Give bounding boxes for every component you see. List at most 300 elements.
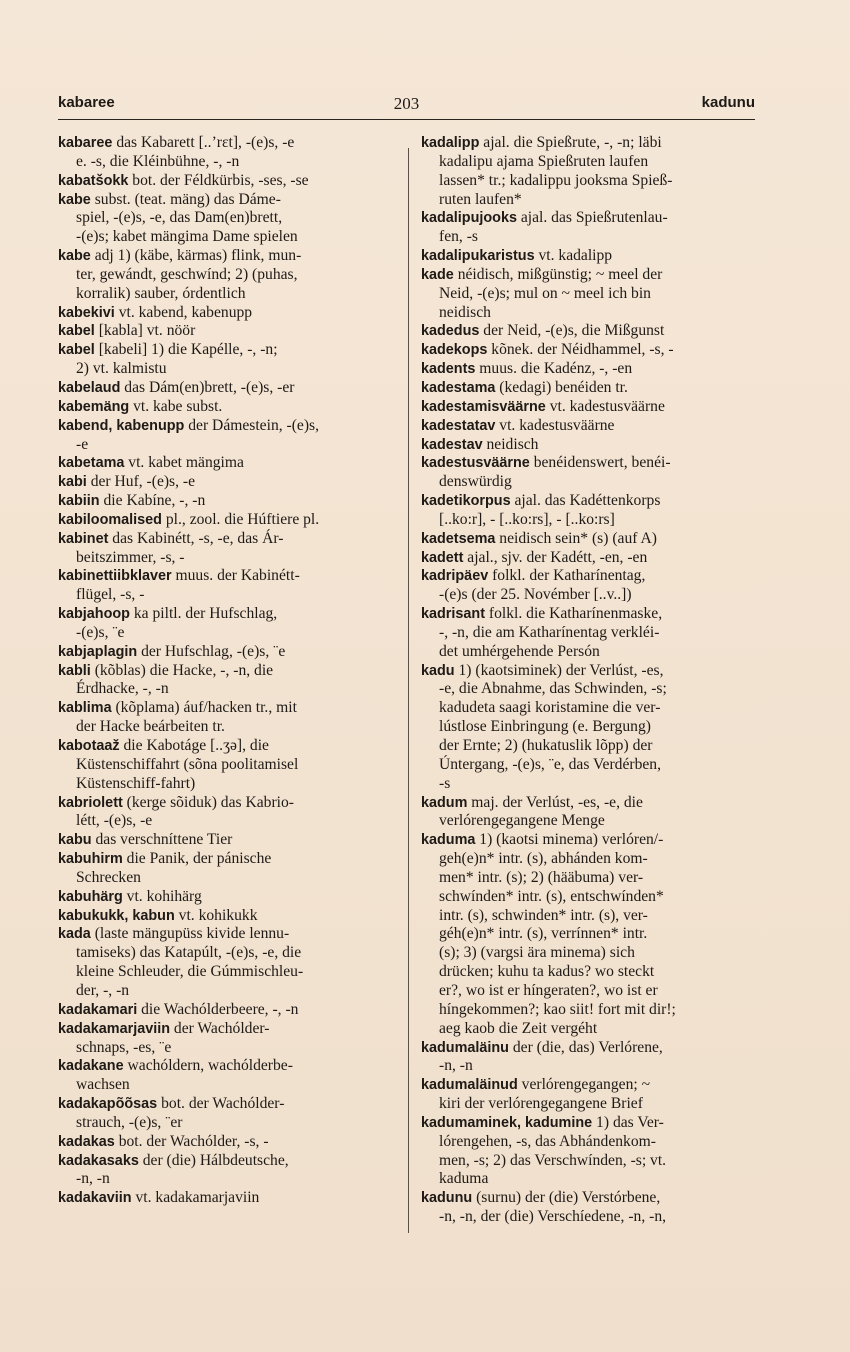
headword: kabend, kabenupp [58, 417, 185, 434]
definition-text: der (die) Hálbdeutsche, [138, 1151, 289, 1169]
dictionary-entry [58, 794, 398, 832]
definition-text: spiel, -(e)s, -e, das Dam(en)brett, [76, 209, 283, 227]
definition-text: Küstenschiff-fahrt) [76, 774, 196, 792]
definition-text: das Kabinétt, -s, -e, das Ár- [108, 529, 284, 547]
entry-line [421, 436, 757, 455]
entry-line [58, 134, 398, 153]
definition-text: -, -n, die am Katharínentag verkléi- [439, 623, 660, 641]
entry-line [58, 417, 398, 436]
headword: kabuhirm [58, 851, 123, 868]
definition-text: 2) vt. kalmistu [76, 360, 167, 378]
entry-line [58, 831, 398, 850]
headword: kadetikorpus [421, 493, 511, 510]
entry-line [421, 624, 757, 643]
entry-line [421, 662, 757, 681]
entry-line [421, 530, 757, 549]
dictionary-entry [421, 1189, 757, 1227]
entry-line [421, 1189, 757, 1208]
definition-text: (laste mängupüss kivide lennu- [90, 925, 290, 943]
entry-line [421, 699, 757, 718]
headword: kadalipukaristus [421, 248, 535, 265]
headword: kabu [58, 832, 92, 849]
entry-line [58, 1039, 398, 1058]
headword: kadum [421, 794, 468, 811]
entry-line [58, 718, 398, 737]
dictionary-entry [421, 209, 757, 247]
dictionary-entry [421, 322, 757, 341]
definition-text: ajal. das Spießrutenlau- [516, 209, 668, 227]
entry-line [58, 360, 398, 379]
definition-text: [..ko:r], - [..ko:rs], - [..ko:rs] [439, 510, 615, 528]
headword: kadetsema [421, 530, 496, 547]
definition-text: adj 1) (käbe, kärmas) flink, mun- [90, 247, 302, 265]
definition-text: néidisch, mißgünstig; ~ meel der [453, 265, 663, 283]
definition-text: der Dámestein, -(e)s, [184, 416, 319, 434]
headword: kabiloomalised [58, 511, 162, 528]
dictionary-entry [58, 417, 398, 455]
headword: kade [421, 266, 454, 283]
definition-text: das verschníttene Tier [91, 831, 233, 849]
definition-text: Úntergang, -(e)s, ¨e, das Verdérben, [439, 755, 661, 773]
headword: kadumaläinu [421, 1039, 509, 1056]
entry-line [421, 888, 757, 907]
entry-line [58, 699, 398, 718]
headword: kadestatav [421, 417, 496, 434]
definition-text: Érdhacke, -, -n [76, 680, 169, 698]
entry-line [421, 398, 757, 417]
entry-line [58, 888, 398, 907]
entry-line [58, 247, 398, 266]
definition-text: die Panik, der pánische [122, 850, 272, 868]
definition-text: (kerge sõiduk) das Kabrio- [122, 793, 294, 811]
entry-line [421, 982, 757, 1001]
headword: kabotaaž [58, 738, 120, 754]
dictionary-entry [421, 417, 757, 436]
entry-line [421, 1095, 757, 1114]
headword: kabjahoop [58, 606, 130, 623]
entry-line [58, 680, 398, 699]
headword: kabinettiibklaver [58, 568, 172, 585]
definition-text: der Hufschlag, -(e)s, ¨e [137, 642, 286, 660]
definition-text: tamiseks) das Katapúlt, -(e)s, -e, die [76, 944, 302, 962]
dictionary-entry [421, 530, 757, 549]
entry-line [58, 1001, 398, 1020]
definition-text: kiri der verlórengegangene Brief [439, 1095, 643, 1113]
entry-line [58, 1133, 398, 1152]
definition-text: lústlose Einbringung (e. Bergung) [439, 718, 651, 736]
entry-line [421, 586, 757, 605]
definition-text: kleine Schleuder, die Gúmmischleu- [76, 963, 304, 981]
headword: kadents [421, 361, 476, 378]
entry-line [421, 812, 757, 831]
definition-text: ajal., sjv. der Kadétt, -en, -en [463, 548, 648, 566]
definition-text: geh(e)n* intr. (s), abhánden kom- [439, 850, 648, 868]
entry-line [58, 1114, 398, 1133]
definition-text: er?, wo ist er híngeraten?, wo ist er [439, 981, 658, 999]
definition-text: 1) das Ver- [592, 1113, 664, 1131]
definition-text: vt. kadalipp [534, 247, 613, 265]
headword: kadalipujooks [421, 210, 517, 227]
definition-text: lórengehen, -s, das Abhándenkom- [439, 1132, 656, 1150]
headword: kabe [58, 248, 91, 265]
definition-text: die Wachólderbeere, -, -n [137, 1000, 299, 1018]
dictionary-entry [58, 454, 398, 473]
definition-text: der Wachólder- [170, 1019, 270, 1037]
entry-line [58, 530, 398, 549]
headword: kadakamarjaviin [58, 1020, 170, 1037]
entry-line [421, 360, 757, 379]
definition-text: das Dám(en)brett, -(e)s, -er [120, 378, 295, 396]
definition-text: létt, -(e)s, -e [76, 812, 153, 830]
headword: kadestusväärne [421, 455, 530, 472]
entry-line [421, 1170, 757, 1189]
dictionary-entry [58, 511, 398, 530]
dictionary-entry [421, 134, 757, 209]
definition-text: schwínden* intr. (s), entschwínden* [439, 887, 664, 905]
headword: kadakane [58, 1058, 124, 1075]
dictionary-entry [58, 1152, 398, 1190]
headword: kabekivi [58, 304, 115, 321]
definition-text: -(e)s (der 25. Novémber [..v..]) [439, 586, 632, 604]
entry-line [58, 454, 398, 473]
column-divider [408, 148, 409, 1233]
entry-line [58, 963, 398, 982]
definition-text: der Hacke beárbeiten tr. [76, 718, 225, 736]
dictionary-entry [58, 1057, 398, 1095]
dictionary-entry [58, 134, 398, 172]
headword: kabemäng [58, 398, 130, 415]
dictionary-entry [421, 605, 757, 662]
definition-text: (kõblas) die Hacke, -, -n, die [90, 661, 274, 679]
definition-text: men* intr. (s); 2) (hääbuma) ver- [439, 868, 644, 886]
entry-line [58, 1020, 398, 1039]
headword: kabel [58, 323, 95, 340]
headword: kabetama [58, 455, 125, 472]
definition-text: korralik) sauber, órdentlich [76, 284, 246, 302]
entry-line [421, 907, 757, 926]
entry-line [58, 341, 398, 360]
entry-line [58, 775, 398, 794]
headword: kadumaminek, kadumine [421, 1114, 593, 1131]
headword: kadakasaks [58, 1152, 139, 1169]
entry-line [421, 1208, 757, 1227]
entry-line [421, 1039, 757, 1058]
entry-line [421, 944, 757, 963]
entry-line [58, 379, 398, 398]
definition-text: -n, -n [439, 1057, 473, 1075]
definition-text: -s [439, 774, 451, 792]
entry-line [421, 341, 757, 360]
entry-line [421, 1001, 757, 1020]
entry-line [421, 228, 757, 247]
definition-text: 1) (kaotsiminek) der Verlúst, -es, [454, 661, 664, 679]
dictionary-entry [421, 794, 757, 832]
entry-line [58, 322, 398, 341]
entry-line [421, 1020, 757, 1039]
definition-text: der Huf, -(e)s, -e [86, 473, 196, 491]
definition-text: lassen* tr.; kadalippu jooksma Spieß- [439, 171, 673, 189]
definition-text: ajal. das Kadéttenkorps [510, 492, 661, 510]
definition-text: schnaps, -es, ¨e [76, 1038, 172, 1056]
definition-text: strauch, -(e)s, ¨er [76, 1113, 183, 1131]
headword: kadu [421, 662, 455, 679]
dictionary-entry [58, 907, 398, 926]
dictionary-entry [58, 605, 398, 643]
definition-text: Schrecken [76, 868, 141, 886]
definition-text: -e [76, 435, 89, 453]
entry-line [421, 869, 757, 888]
entry-line [421, 1057, 757, 1076]
entry-line [421, 567, 757, 586]
entry-line [421, 925, 757, 944]
headword: kadripäev [421, 568, 489, 585]
entry-line [421, 1076, 757, 1095]
definition-text: muus. die Kadénz, -, -en [475, 360, 633, 378]
dictionary-entry [421, 454, 757, 492]
entry-line [58, 624, 398, 643]
entry-line [421, 680, 757, 699]
headword: kabli [58, 662, 91, 679]
headword: kadunu [421, 1190, 473, 1207]
headword: kabjaplagin [58, 643, 138, 660]
definition-text: kõnek. der Néidhammel, -s, - [487, 341, 674, 359]
headword: kadrisant [421, 606, 485, 623]
entry-line [421, 322, 757, 341]
entry-line [421, 775, 757, 794]
definition-text: folkl. die Katharínenmaske, [485, 605, 663, 623]
entry-line [421, 285, 757, 304]
definition-text: -n, -n [76, 1170, 110, 1188]
dictionary-entry [421, 662, 757, 794]
entry-line [58, 1170, 398, 1189]
headword: kadestamisväärne [421, 398, 546, 415]
dictionary-entry [58, 473, 398, 492]
entry-line [421, 718, 757, 737]
page-number: 203 [393, 94, 420, 113]
dictionary-entry [421, 1076, 757, 1114]
headword: kabatšokk [58, 172, 129, 189]
definition-text: folkl. der Katharínentag, [488, 567, 646, 585]
dictionary-entry [58, 341, 398, 379]
definition-text: Küstenschiffahrt (sõna poolitamisel [76, 755, 299, 773]
entry-line [58, 511, 398, 530]
headword: kabukukk, kabun [58, 907, 175, 924]
definition-text: (kedagi) benéiden tr. [495, 378, 628, 396]
definition-text: bot. der Wachólder- [157, 1095, 285, 1113]
entry-line [58, 812, 398, 831]
definition-text: vt. kabend, kabenupp [114, 303, 253, 321]
definition-text: vt. kadestusväärne [545, 397, 665, 415]
right-column [421, 134, 757, 1227]
entry-line [421, 153, 757, 172]
headword: kabriolett [58, 794, 123, 811]
entry-line [421, 794, 757, 813]
headword: kaduma [421, 832, 476, 849]
entry-line [58, 605, 398, 624]
definition-text: der Neid, -(e)s, die Mißgunst [479, 322, 665, 340]
dictionary-entry [421, 360, 757, 379]
entry-line [58, 209, 398, 228]
definition-text: denswürdig [439, 473, 512, 491]
dictionary-entry [421, 831, 757, 1038]
dictionary-entry [421, 567, 757, 605]
entry-line [58, 907, 398, 926]
definition-text: ruten laufen* [439, 190, 522, 208]
dictionary-entry [58, 1095, 398, 1133]
dictionary-entry [58, 1001, 398, 1020]
entry-line [58, 794, 398, 813]
headword: kabelaud [58, 379, 121, 396]
dictionary-entry [58, 1133, 398, 1152]
entry-line [421, 643, 757, 662]
entry-line [58, 1189, 398, 1208]
definition-text: vt. kohihärg [122, 887, 202, 905]
entry-line [421, 172, 757, 191]
dictionary-entry [58, 925, 398, 1000]
entry-line [58, 662, 398, 681]
definition-text: híngekommen?; kao siit! fort mit dir!; [439, 1000, 676, 1018]
dictionary-entry [58, 191, 398, 248]
entry-line [58, 982, 398, 1001]
definition-text: verlórengegangene Menge [439, 812, 605, 830]
definition-text: bot. der Wachólder, -s, - [114, 1132, 269, 1150]
entry-line [421, 492, 757, 511]
dictionary-entry [58, 172, 398, 191]
headword: kabaree [58, 135, 113, 151]
dictionary-entry [58, 1189, 398, 1208]
definition-text: wachóldern, wachólderbe- [123, 1057, 293, 1075]
entry-line [58, 869, 398, 888]
entry-line [58, 436, 398, 455]
entry-line [58, 567, 398, 586]
dictionary-entry [421, 549, 757, 568]
entry-line [421, 511, 757, 530]
entry-line [421, 134, 757, 153]
definition-text: [kabeli] 1) die Kapélle, -, -n; [94, 341, 278, 359]
headword: kabi [58, 474, 87, 491]
definition-text: neidisch [482, 435, 539, 453]
definition-text: flügel, -s, - [76, 586, 145, 604]
entry-line [421, 549, 757, 568]
definition-text: kadudeta saagi koristamine die ver- [439, 699, 661, 717]
dictionary-entry [58, 888, 398, 907]
entry-line [421, 850, 757, 869]
entry-line [421, 831, 757, 850]
definition-text: [kabla] vt. nöör [94, 322, 196, 340]
entry-line [58, 1076, 398, 1095]
definition-text: der Ernte; 2) (hukatuslik lõpp) der [439, 737, 653, 754]
entry-line [58, 925, 398, 944]
dictionary-entry [58, 379, 398, 398]
dictionary-entry [58, 398, 398, 417]
definition-text: pl., zool. die Húftiere pl. [161, 510, 320, 528]
headword: kablima [58, 700, 112, 717]
dictionary-entry [58, 322, 398, 341]
definition-text: det umhérgehende Persón [439, 642, 600, 660]
entry-line [58, 643, 398, 662]
definition-text: vt. kabet mängima [124, 454, 244, 472]
definition-text: Neid, -(e)s; mul on ~ meel ich bin [439, 284, 651, 302]
header-rule [58, 119, 755, 120]
definition-text: 1) (kaotsi minema) verlóren/- [475, 831, 664, 849]
entry-line [58, 153, 398, 172]
entry-line [421, 737, 757, 756]
entry-line [58, 398, 398, 417]
definition-text: intr. (s), schwinden* intr. (s), ver- [439, 906, 648, 924]
definition-text: ter, gewándt, geschwínd; 2) (puhas, [76, 265, 298, 283]
definition-text: neidisch [439, 303, 491, 321]
dictionary-entry [421, 266, 757, 323]
entry-line [421, 963, 757, 982]
definition-text: muus. der Kabinétt- [171, 567, 300, 585]
entry-line [421, 1152, 757, 1171]
entry-line [421, 304, 757, 323]
definition-text: vt. kadestusväärne [495, 416, 615, 434]
entry-line [421, 379, 757, 398]
dictionary-entry [58, 850, 398, 888]
definition-text: maj. der Verlúst, -es, -e, die [467, 793, 643, 811]
dictionary-entry [58, 492, 398, 511]
headword: kadett [421, 549, 464, 566]
headword: kabe [58, 191, 91, 208]
entry-line [58, 1057, 398, 1076]
definition-text: vt. kabe subst. [129, 397, 223, 415]
entry-line [421, 247, 757, 266]
entry-line [58, 756, 398, 775]
headword: kadakamari [58, 1001, 138, 1018]
headword: kabinet [58, 530, 109, 547]
definition-text: e. -s, die Kléinbühne, -, -n [76, 152, 240, 170]
definition-text: der (die, das) Verlórene, [508, 1038, 663, 1056]
dictionary-entry [58, 247, 398, 304]
entry-line [58, 1095, 398, 1114]
dictionary-entry [58, 304, 398, 323]
definition-text: benéidenswert, benéi- [529, 454, 671, 472]
dictionary-entry [421, 341, 757, 360]
headword: kabuhärg [58, 888, 123, 905]
entry-line [58, 266, 398, 285]
definition-text: der, -, -n [76, 981, 130, 999]
headword: kadakaviin [58, 1190, 132, 1207]
dictionary-entry [421, 492, 757, 530]
definition-text: kadalipu ajama Spießruten laufen [439, 152, 649, 170]
entry-line [58, 492, 398, 511]
dictionary-entry [58, 530, 398, 568]
entry-line [58, 850, 398, 869]
dictionary-entry [421, 436, 757, 455]
entry-line [58, 549, 398, 568]
entry-line [58, 473, 398, 492]
headword: kabiin [58, 493, 100, 510]
definition-text: wachsen [76, 1076, 130, 1094]
headword: kada [58, 926, 91, 943]
entry-line [58, 191, 398, 210]
definition-text: vt. kohikukk [174, 906, 258, 924]
definition-text: die Kabotáge [..ʒə], die [119, 737, 269, 754]
definition-text: -(e)s; kabet mängima Dame spielen [76, 228, 298, 246]
headword: kadakapõõsas [58, 1096, 158, 1113]
headword: kadestama [421, 379, 496, 396]
headword: kadalipp [421, 135, 480, 151]
headword: kadedus [421, 323, 480, 340]
entry-line [421, 756, 757, 775]
left-column [58, 134, 398, 1208]
definition-text: aeg kaob die Zeit vergéht [439, 1019, 598, 1037]
dictionary-entry [58, 699, 398, 737]
definition-text: -(e)s, ¨e [76, 623, 125, 641]
entry-line [58, 737, 398, 756]
definition-text: -n, -n, der (die) Verschíedene, -n, -n, [439, 1208, 667, 1226]
